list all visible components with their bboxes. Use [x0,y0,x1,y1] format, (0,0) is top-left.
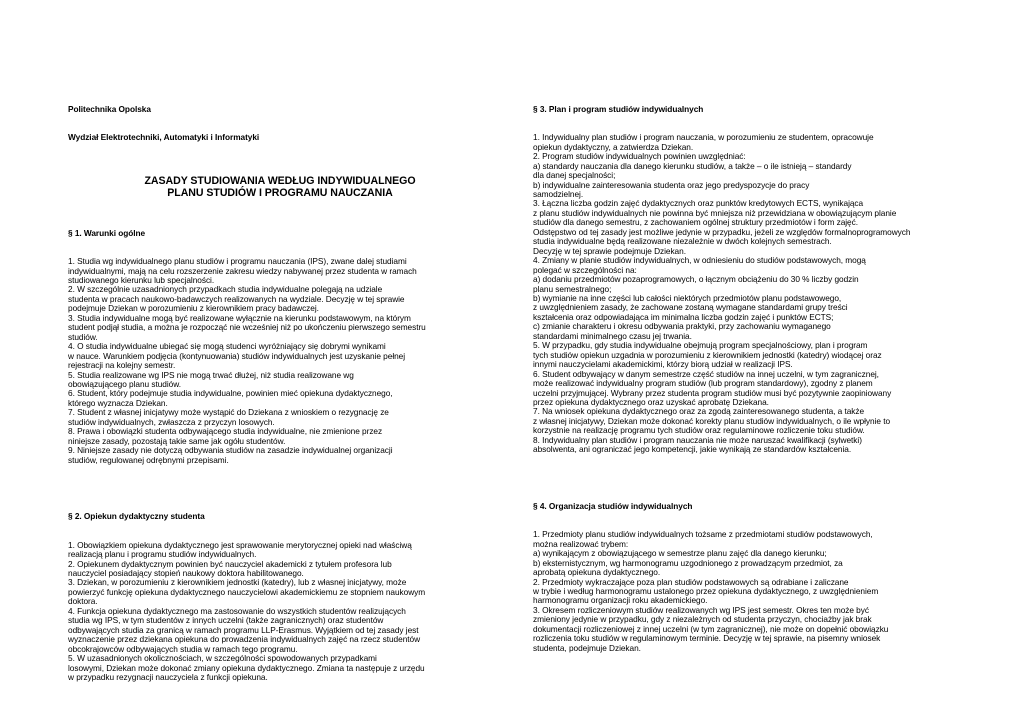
text-line: wyznaczenie przez dziekana opiekuna do prowadzenia indywidualnych zajęć na rzecz studentów [68,634,421,645]
text-line: korzystnie na realizację programu tych studiów oraz regulaminowe rozliczenie toku studiów. [533,425,865,436]
section-4-body [533,530,973,653]
text-line: studiów, regulowanej odrębnymi przepisami. [68,454,229,465]
section-1-heading: § 1. Warunki ogólne [68,227,146,238]
text-line: 5. Studia realizowane wg IPS nie mogą trwać dłużej, niż studia realizowane wg [68,369,354,380]
text-line: tych studiów opiekun uzgadnia w porozumieniu z kierownikiem jednostki (katedry) wiodącej oraz [533,349,882,360]
faculty-name: Wydział Elektrotechniki, Automatyki i Informatyki [68,132,260,143]
text-line: planu semestralnego; [533,283,612,294]
text-line: uczelni przyjmującej. Wybrany przez studenta program studiów musi być pozytywnie zaopiniowany [533,387,892,398]
text-line: przez opiekuna dydaktycznego oraz uzyskać aprobatę Dziekana. [533,396,769,407]
text-line: 7. Na wniosek opiekuna dydaktycznego oraz za zgodą zainteresowanego studenta, a także [533,406,865,417]
text-line: z uwzględnieniem zasady, że zachowane zostaną wymagane standardami grupy treści [533,302,848,313]
text-line: 4. Zmiany w planie studiów indywidualnych, w odniesieniu do studiów podstawowych, mogą [533,255,866,266]
text-line: b) wymianie na inne części lub całości niektórych przedmiotów planu podstawowego, [533,292,842,303]
text-line: 5. W uzasadnionych okolicznościach, w szczególności spowodowanych przypadkami [68,653,377,664]
section-3-body [533,133,973,454]
text-line: realizacją planu i programu studiów indywidualnych. [68,549,257,560]
text-line: studiowanego kierunku lub specjalności. [68,274,215,285]
text-line: doktora. [68,596,98,607]
text-line: studenta, podejmuje Dziekan. [533,642,641,653]
text-line: harmonogramu organizacji roku akademickiego. [533,595,708,606]
text-line: c) zmianie charakteru i okresu odbywania praktyki, przy zachowaniu wymaganego [533,321,831,332]
text-line: rozliczenia toku studiów w regulaminowym terminie. Decyzję w tej sprawie, na pisemny wniosek [533,633,881,644]
text-line: samodzielnej. [533,188,584,199]
text-line: 7. Student z własnej inicjatywy może wystąpić do Dziekana z wnioskiem o rezygnację ze [68,407,389,418]
text-line: 4. O studia indywidualne ubiegać się mogą studenci wyróżniający się dobrymi wynikami [68,341,386,352]
text-line: 2. Program studiów indywidualnych powinien uwzględniać: [533,151,746,162]
text-line: niniejsze zasady, pozostają takie same jak ogółu studentów. [68,435,286,446]
text-line: w nauce. Warunkiem podjęcia (kontynuowania) studiów indywidualnych jest uzyskanie pełnej [68,350,406,361]
text-line: rejestracji na kolejny semestr. [68,360,176,371]
right-column [533,86,973,672]
text-line: nauczyciel posiadający stopień naukowy doktora habilitowanego. [68,568,304,579]
text-line: w przypadku rezygnacji nauczyciela z funkcji opiekuna. [68,672,268,682]
left-column [68,86,478,701]
text-line: podejmuje Dziekan w porozumieniu z kierownikiem pracy badawczej. [68,303,319,314]
text-line: 8. Indywidualny plan studiów i program nauczania nie może naruszać kwalifikacji (sylwetki) [533,434,862,445]
section-2-body [68,541,478,683]
text-line: innymi nauczycielami akademickimi, którzy biorą udział w realizacji IPS. [533,359,793,370]
text-line: losowymi, Dziekan może dokonać zmiany opiekuna dydaktycznego. Zmiana ta następuje z urzędu [68,662,425,673]
text-line: a) dodaniu przedmiotów pozaprogramowych, o łącznym obciążeniu do 30 % liczby godzin [533,274,859,285]
document-title [68,175,492,200]
text-line: a) standardy nauczania dla danego kierunku studiów, a także – o ile istnieją – standardy [533,160,852,171]
text-line: dla danej specjalności; [533,170,616,181]
text-line: 2. Opiekunem dydaktycznym powinien być nauczyciel akademicki z tytułem profesora lub [68,558,392,569]
text-line: obcokrajowców odbywających studia w ramach tego programu. [68,643,298,654]
text-line: 9. Niniejsze zasady nie dotyczą odbywania studiów na zasadzie indywidualnej organizacji [68,445,393,456]
text-line: 1. Obowiązkiem opiekuna dydaktycznego jest sprawowanie merytorycznej opieki nad właściwą [68,539,412,550]
text-line: 3. Studia indywidualne mogą być realizowane wyłącznie na kierunku podstawowym, na którym [68,312,411,323]
text-line: studiów. [68,331,98,342]
text-line: studiów indywidualnych, zwłaszcza z przyczyn losowych. [68,416,275,427]
text-line: studiów dla danego semestru, z zachowaniem ogólnej struktury przedmiotów i form zajęć. [533,217,858,228]
text-line: 5. W przypadku, gdy studia indywidualne obejmują program specjalnościowy, plan i program [533,340,868,351]
text-line: student podjął studia, a można je rozpocząć nie wcześniej niż po ukończeniu pierwszego semestru [68,322,426,333]
text-line: indywidualnymi, mają na celu rozszerzenie zakresu wiedzy nabywanej przez studenta w ramach [68,265,417,276]
text-line: 1. Studia wg indywidualnego planu studiów i programu nauczania (IPS), zwane dalej studiami [68,256,407,267]
text-line: 2. W szczególnie uzasadnionych przypadkach studia indywidualne polegają na udziale [68,284,383,295]
text-line: zmieniony jedynie w przypadku, gdy z niezależnych od studenta przyczyn, chociażby jak brak [533,614,872,625]
section-2-heading: § 2. Opiekun dydaktyczny studenta [68,511,205,522]
text-line: a) wynikającym z obowiązującego w semestrze planu zajęć dla danego kierunku; [533,548,827,559]
text-line: 1. Indywidualny plan studiów i program nauczania, w porozumieniu ze studentem, opracowuje [533,132,874,143]
text-line: 3. Łączna liczba godzin zajęć dydaktycznych oraz punktów kredytowych ECTS, wynikająca [533,198,864,209]
text-line: b) eksternistycznym, wg harmonogramu uzgodnionego z prowadzącym przedmiot, za [533,557,843,568]
text-line: studenta w pracach naukowo-badawczych realizowanych na wydziale. Decyzję w tej sprawie [68,293,405,304]
section-1-body [68,257,478,465]
text-line: można realizować trybem: [533,538,629,549]
text-line: 8. Prawa i obowiązki studenta odbywającego studia indywidualne, nie zmienione przez [68,426,383,437]
text-line: 4. Funkcja opiekuna dydaktycznego ma zastosowanie do wszystkich studentów realizujących [68,605,406,616]
section-4-heading: § 4. Organizacja studiów indywidualnych [533,500,693,511]
text-line: 2. Przedmioty wykraczające poza plan studiów podstawowych są odrabiane i zaliczane [533,576,849,587]
text-line: 6. Student, który podejmuje studia indywidualne, powinien mieć opiekuna dydaktycznego, [68,388,393,399]
text-line: kształcenia oraz odpowiadająca im minimalna liczba godzin zajęć i punktów ECTS; [533,311,834,322]
text-line: studia wg IPS, w tym studentów z innych uczelni (także zagranicznych) oraz studentów [68,615,384,626]
text-line: 1. Przedmioty planu studiów indywidualnych tożsame z przedmiotami studiów podstawowych, [533,529,873,540]
spacer [533,474,973,483]
text-line: absolwenta, ani ograniczać jego kompetencji, jakie wynikają ze standardów kształcenia. [533,444,852,455]
text-line: polegać w szczególności na: [533,264,637,275]
text-line: 3. Okresem rozliczeniowym studiów realizowanych wg IPS jest semestr. Okres ten może być [533,604,869,615]
university-name: Politechnika Opolska [68,103,151,114]
text-line: aprobatą opiekuna dydaktycznego. [533,567,661,578]
text-line: b) indywidualne zainteresowania studenta oraz jego predyspozycje do pracy [533,179,810,190]
text-line: dokumentacji rozliczeniowej z innej uczelni (w tym zagranicznej), nie może on dopełnić obowiązku [533,623,889,634]
text-line: 6. Student odbywający w danym semestrze część studiów na innej uczelni, w tym zagranicznej, [533,368,879,379]
section-3-heading: § 3. Plan i program studiów indywidualnych [533,103,704,114]
text-line: którego wyznacza Dziekan. [68,397,168,408]
text-line: studia indywidualne będą realizowane niezależnie w dwóch kolejnych semestrach. [533,236,832,247]
text-line: w trybie i według harmonogramu ustalonego przez opiekuna dydaktycznego, z uwzględnieniem [533,586,879,596]
spacer [68,484,478,493]
text-line: odbywających studia za granicą w ramach programu LLP-Erasmus. Wyjątkiem od tej zasady jest [68,624,419,635]
text-line: Odstępstwo od tej zasady jest możliwe jedynie w przypadku, jeżeli ze względów formalnoprogramowych [533,226,911,237]
text-line: powierzyć funkcję opiekuna dydaktycznego nauczycielowi akademickiemu ze stopniem naukowym [68,586,426,597]
text-line: Decyzję w tej sprawie podejmuje Dziekan. [533,245,686,256]
text-line: obowiązującego planu studiów. [68,378,181,389]
text-line: z własnej inicjatywy, Dziekan może dokonać korekty planu studiów indywidualnych, o ile wpłynie to [533,415,891,426]
text-line: może realizować indywidualny program studiów (lub program standardowy), zgodny z planem [533,378,873,389]
title-line-1: ZASADY STUDIOWANIA WEDŁUG INDYWIDUALNEGO [144,174,416,187]
text-line: 3. Dziekan, w porozumieniu z kierownikiem jednostki (katedry), lub z własnej inicjatywy, może [68,577,407,588]
text-line: z planu studiów indywidualnych nie powinna być mniejsza niż przewidziana w obowiązującym planie [533,207,897,218]
text-line: standardami minimalnego czasu jej trwania. [533,330,692,341]
title-line-2: PLANU STUDIÓW I PROGRAMU NAUCZANIA [167,187,393,200]
text-line: opiekun dydaktyczny, a zatwierdza Dziekan. [533,141,694,152]
